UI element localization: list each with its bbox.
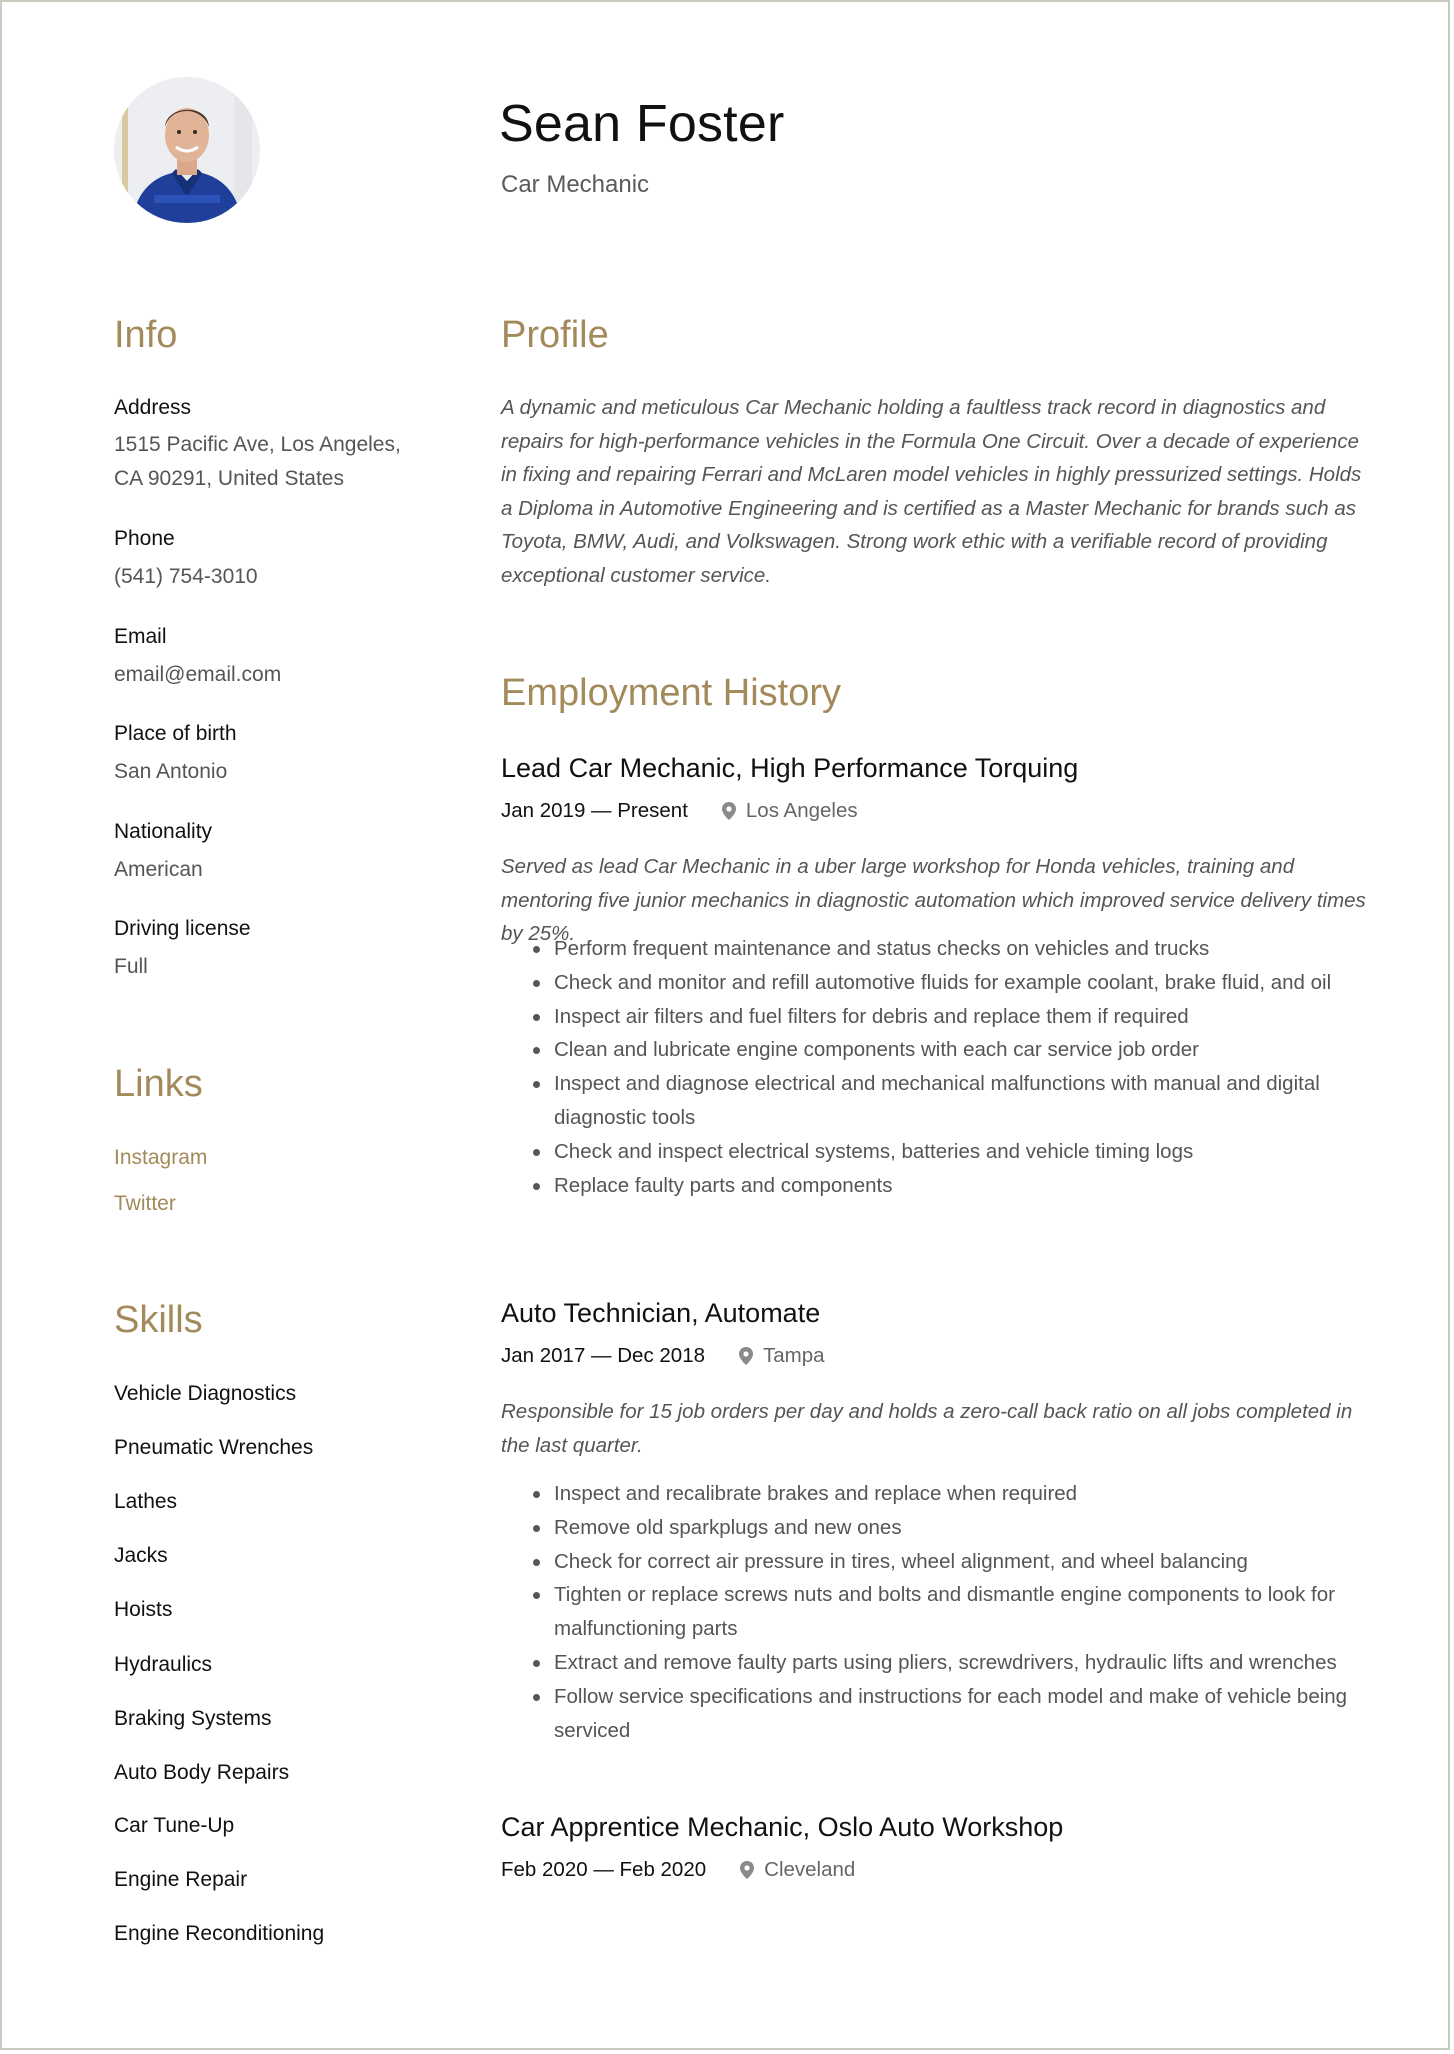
profile-photo xyxy=(114,77,260,223)
phone-label: Phone xyxy=(114,527,175,550)
birth-value: San Antonio xyxy=(114,760,228,783)
skill-item: Pneumatic Wrenches xyxy=(114,1436,314,1459)
job-bullets xyxy=(501,932,1367,1202)
skill-item: Lathes xyxy=(114,1490,178,1513)
bullet-item: Inspect and recalibrate brakes and replace when required xyxy=(501,1477,1367,1511)
job-title: Lead Car Mechanic, High Performance Torquing xyxy=(501,753,1079,783)
bullet-item: Inspect and diagnose electrical and mechanical malfunctions with manual and digital diagnostic tools xyxy=(501,1067,1367,1135)
job-dates: Jan 2019 — Present xyxy=(501,799,688,822)
bullet-item: Tighten or replace screws nuts and bolts and dismantle engine components to look for malfunctioning parts xyxy=(501,1578,1367,1646)
skill-item: Engine Repair xyxy=(114,1868,248,1891)
bullet-item: Check and monitor and refill automotive fluids for example coolant, brake fluid, and oil xyxy=(501,966,1367,1000)
bullet-item: Check for correct air pressure in tires, wheel alignment, and wheel balancing xyxy=(501,1545,1367,1579)
candidate-name: Sean Foster xyxy=(499,95,785,153)
bullet-item: Follow service specifications and instructions for each model and make of vehicle being serviced xyxy=(501,1680,1367,1748)
skill-item: Jacks xyxy=(114,1544,168,1567)
job-title: Car Apprentice Mechanic, Oslo Auto Workshop xyxy=(501,1812,1064,1842)
bullet-item: Inspect air filters and fuel filters for debris and replace them if required xyxy=(501,1000,1367,1034)
job-title: Auto Technician, Automate xyxy=(501,1298,821,1328)
job-description: Responsible for 15 job orders per day and holds a zero-call back ratio on all jobs completed in the last quarter. xyxy=(501,1400,1353,1457)
phone-value: (541) 754-3010 xyxy=(114,565,258,588)
job-location xyxy=(739,1344,825,1368)
bullet-item: Clean and lubricate engine components with each car service job order xyxy=(501,1033,1367,1067)
address-line-2: CA 90291, United States xyxy=(114,467,344,490)
nationality-label: Nationality xyxy=(114,820,213,843)
avatar xyxy=(114,77,260,223)
skill-item: Hoists xyxy=(114,1598,173,1621)
job-description: Served as lead Car Mechanic in a uber large workshop for Honda vehicles, training and mentoring five junior mechanics in diagnostic automation which improved service delivery times by 25%. xyxy=(501,855,1366,946)
email-value: email@email.com xyxy=(114,663,282,686)
job-location-text: Los Angeles xyxy=(745,799,858,822)
bullet-item: Replace faulty parts and components xyxy=(501,1169,1367,1203)
bullet-item: Remove old sparkplugs and new ones xyxy=(501,1511,1367,1545)
candidate-title: Car Mechanic xyxy=(501,171,650,198)
license-value: Full xyxy=(114,955,148,978)
info-heading: Info xyxy=(114,314,178,356)
profile-summary: A dynamic and meticulous Car Mechanic holding a faultless track record in diagnostics and repairs for high-performance vehicles in the Formula One Circuit. Over a decade of experience in fixing and repairing Ferrari and McLaren model vehicles in highly pressurized settings. Holds a Diploma in Automotive Engineering and is certified as a Master Mechanic for brands such as Toyota, BMW, Audi, and Volkswagen. Strong work ethic with a verifiable record of providing exceptional customer service. xyxy=(501,396,1362,587)
address-label: Address xyxy=(114,396,192,419)
skill-item: Auto Body Repairs xyxy=(114,1761,290,1784)
email-label: Email xyxy=(114,625,167,648)
skill-item: Car Tune-Up xyxy=(114,1814,235,1837)
address-line-1: 1515 Pacific Ave, Los Angeles, xyxy=(114,433,401,456)
job-dates: Feb 2020 — Feb 2020 xyxy=(501,1858,707,1881)
job-meta xyxy=(501,1344,825,1368)
instagram-link[interactable]: Instagram xyxy=(114,1146,208,1169)
nationality-value: American xyxy=(114,858,203,881)
location-pin-icon xyxy=(739,1347,753,1365)
skill-item: Hydraulics xyxy=(114,1653,213,1676)
job-meta xyxy=(501,799,858,823)
skill-item: Engine Reconditioning xyxy=(114,1922,325,1945)
license-label: Driving license xyxy=(114,917,251,940)
birth-label: Place of birth xyxy=(114,722,237,745)
job-location xyxy=(740,1858,855,1882)
links-heading: Links xyxy=(114,1063,203,1105)
job-location-text: Cleveland xyxy=(764,1858,856,1881)
twitter-link[interactable]: Twitter xyxy=(114,1192,176,1215)
job-bullets xyxy=(501,1477,1367,1747)
profile-heading: Profile xyxy=(501,314,609,356)
job-location xyxy=(722,799,858,823)
job-meta xyxy=(501,1858,855,1882)
job-location-text: Tampa xyxy=(763,1344,825,1367)
bullet-item: Check and inspect electrical systems, batteries and vehicle timing logs xyxy=(501,1135,1367,1169)
skill-item: Vehicle Diagnostics xyxy=(114,1382,297,1405)
location-pin-icon xyxy=(722,802,736,820)
job-dates: Jan 2017 — Dec 2018 xyxy=(501,1344,705,1367)
skill-item: Braking Systems xyxy=(114,1707,272,1730)
bullet-item: Extract and remove faulty parts using pliers, screwdrivers, hydraulic lifts and wrenches xyxy=(501,1646,1367,1680)
employment-heading: Employment History xyxy=(501,672,841,714)
location-pin-icon xyxy=(740,1861,754,1879)
skills-heading: Skills xyxy=(114,1299,203,1341)
bullet-item: Perform frequent maintenance and status checks on vehicles and trucks xyxy=(501,932,1367,966)
